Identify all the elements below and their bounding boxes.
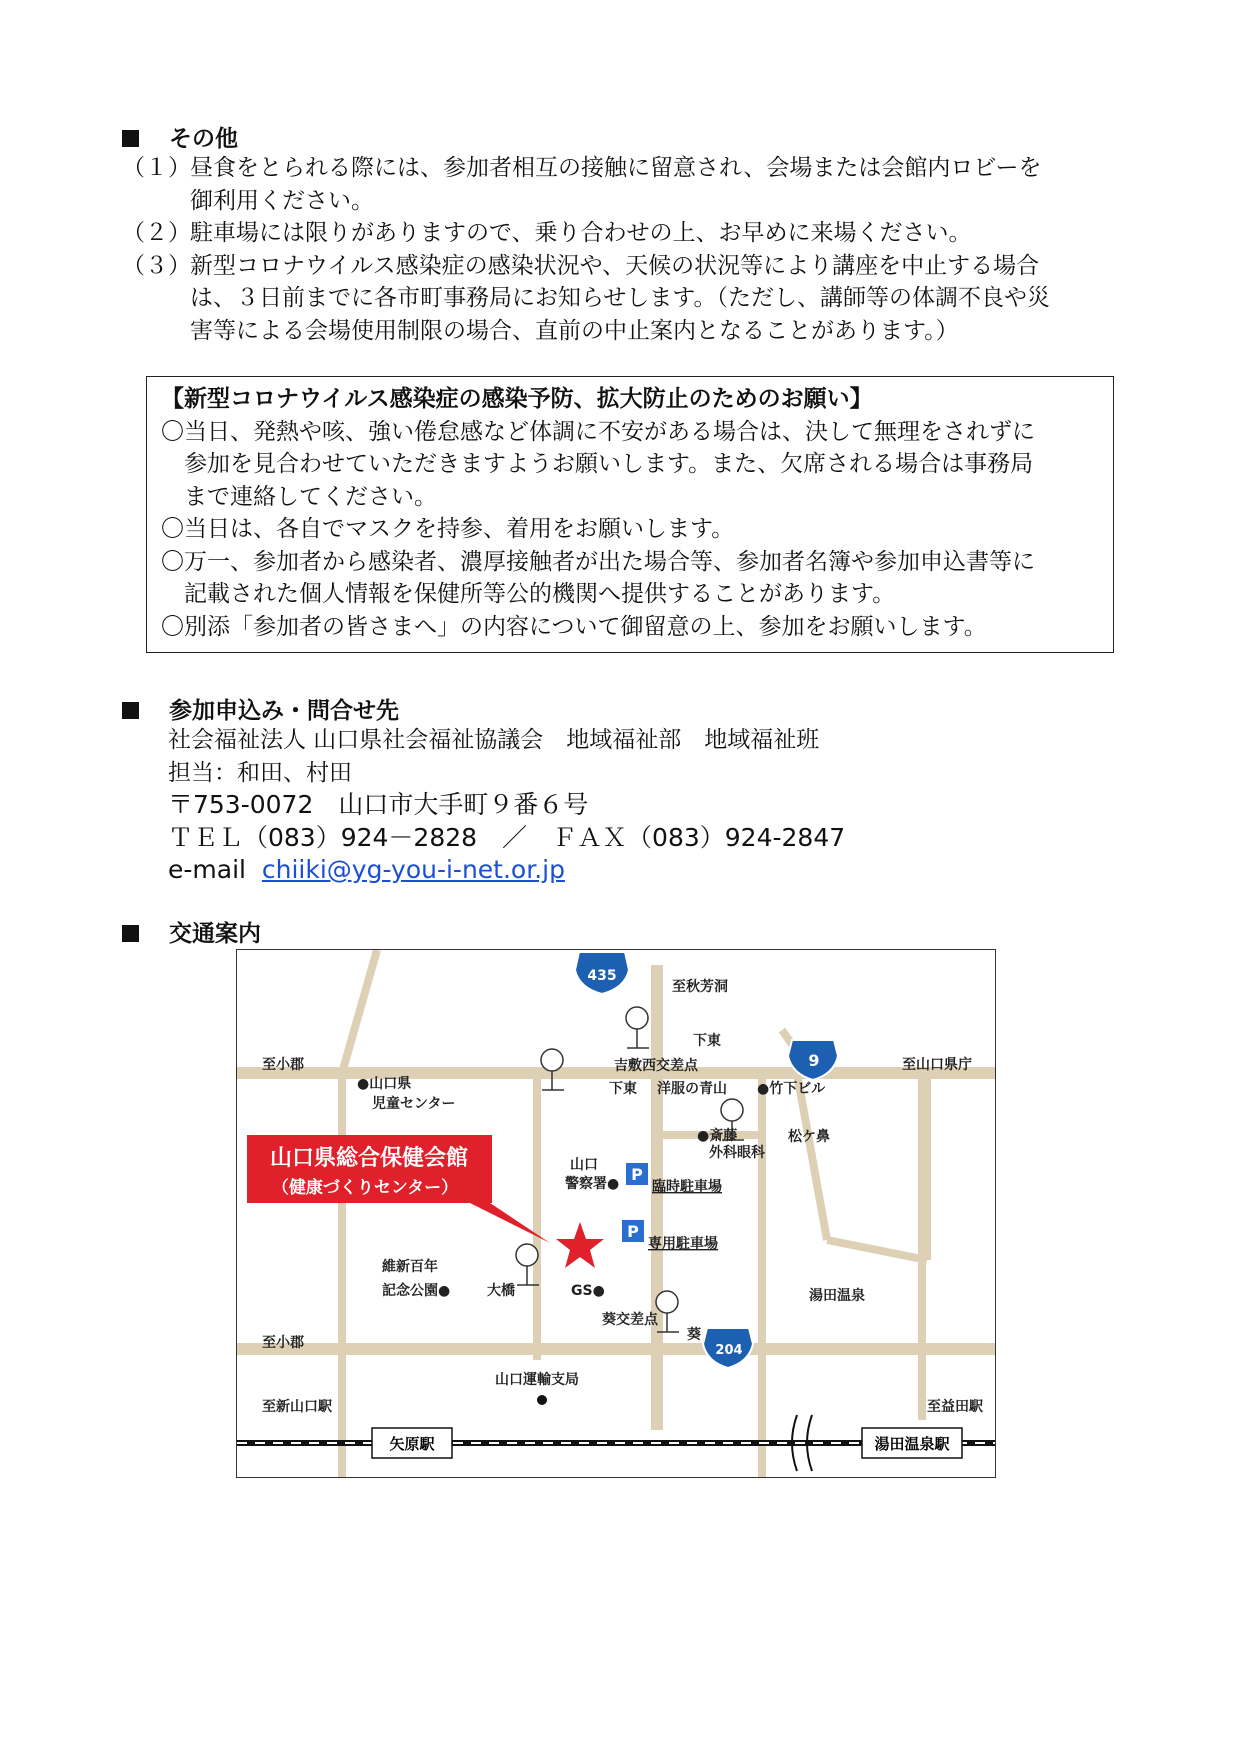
road-right	[797, 1073, 827, 1240]
label-shinyamaguchi: 至新山口駅	[262, 1399, 332, 1415]
notice-line: 〇当日、発熱や咳、強い倦怠感など体調に不安がある場合は、決して無理をされずに	[161, 418, 1035, 445]
route-435-number: 435	[587, 968, 617, 984]
route-204-shield	[703, 1328, 753, 1368]
access-map	[236, 949, 996, 1478]
venue-subtitle: （健康づくりセンター）	[271, 1178, 459, 1198]
notice-line: 〇別添「参加者の皆さまへ」の内容について御留意の上、参加をお願いします。	[161, 613, 987, 640]
venue-callout	[247, 1135, 550, 1243]
road-right-branch	[827, 1240, 927, 1260]
list-item	[122, 152, 1050, 217]
email-link[interactable]: chiiki@yg-you-i-net.or.jp	[261, 855, 565, 884]
other-list	[122, 152, 1050, 347]
label-ogori-top: 至小郡	[262, 1057, 304, 1073]
label-ishin-1: 維新百年	[382, 1259, 438, 1275]
section-heading-other	[122, 120, 238, 153]
label-shimohigashi-1: 下東	[693, 1033, 721, 1049]
label-ohashi: 大橋	[487, 1283, 515, 1299]
label-saito-2: 外科眼科	[709, 1145, 765, 1161]
notice-line: 記載された個人情報を保健所等公的機関へ提供することがあります。	[161, 581, 896, 607]
bus-stop-icon	[516, 1244, 538, 1266]
label-matsugahana: 松ケ鼻	[788, 1129, 830, 1145]
label-akiyoshido: 至秋芳洞	[672, 979, 728, 995]
map-roads	[237, 950, 996, 1478]
item-line: は、３日前までに各市町事務局にお知らせします。（ただし、講師等の体調不良や災	[190, 285, 1050, 311]
venue-name: 山口県総合保健会館	[269, 1146, 469, 1171]
unyu-dot-icon	[537, 1395, 547, 1405]
notice-line: 〇当日は、各自でマスクを持参、着用をお願いします。	[161, 516, 735, 542]
contact-block	[168, 724, 845, 887]
label-takeshita: ●竹下ビル	[757, 1081, 826, 1097]
label-aoi: 葵	[687, 1327, 701, 1343]
label-shimohigashi-2: 下東	[609, 1081, 637, 1097]
map-svg	[237, 950, 996, 1478]
label-yamaguchi-kencho: 至山口県庁	[902, 1057, 972, 1073]
bus-stop-icon	[541, 1049, 563, 1071]
road-upper-left	[342, 950, 377, 1073]
bus-stop-icon	[656, 1291, 678, 1313]
square-bullet-icon	[122, 702, 139, 719]
item-line: 害等による会場使用制限の場合、直前の中止案内となることがあります。）	[190, 317, 959, 344]
label-unyu: 山口運輸支局	[495, 1372, 579, 1388]
notice-line: 〇万一、参加者から感染者、濃厚接触者が出た場合等、参加者名簿や参加申込書等に	[161, 548, 1035, 575]
contact-org: 社会福祉法人 山口県社会福祉協議会 地域福祉部 地域福祉班	[168, 727, 820, 753]
label-parking: 専用駐車場	[648, 1236, 718, 1252]
notice-line: まで連絡してください。	[161, 483, 437, 510]
parking-icon-letter: P	[627, 1222, 639, 1241]
station-yabara: 矢原駅	[389, 1435, 435, 1453]
notice-line: 参加を見合わせていただきますようお願いします。また、欠席される場合は事務局	[161, 451, 1034, 477]
label-saito-1: ●斎藤	[697, 1128, 738, 1144]
covid-notice-box	[146, 376, 1114, 653]
bus-stop-icon	[721, 1099, 743, 1121]
label-kishiki: 吉敷西交差点	[614, 1058, 698, 1074]
contact-person: 担当：和田、村田	[168, 759, 352, 786]
item-line: 新型コロナウイルス感染症の感染状況や、天候の状況等により講座を中止する場合	[190, 252, 1040, 279]
list-item	[122, 217, 1050, 250]
contact-tel-fax: ＴＥＬ（083）924－2828 ／ ＦＡＸ（083）924-2847	[168, 822, 846, 852]
item-number: （２）	[122, 220, 191, 246]
item-number: （１）	[122, 155, 191, 181]
label-yofuku: 洋服の青山	[657, 1081, 727, 1097]
route-435-shield	[575, 952, 629, 994]
list-item	[122, 250, 1050, 348]
label-jido-1: ●山口県	[357, 1076, 412, 1092]
section-heading-access	[122, 915, 261, 948]
contact-address: 〒753-0072 山口市大手町９番６号	[168, 790, 589, 819]
bus-stop-icon	[626, 1007, 648, 1029]
label-jido-2: 児童センター	[372, 1096, 456, 1112]
venue-star-icon	[556, 1222, 604, 1268]
email-label: e-mail	[168, 855, 246, 884]
item-line: 昼食をとられる際には、参加者相互の接触に留意され、会場または会館内ロビーを	[190, 155, 1042, 181]
access-heading-text: 交通案内	[169, 921, 261, 947]
other-heading-text: その他	[169, 126, 238, 152]
label-aoi-cross: 葵交差点	[602, 1312, 658, 1328]
label-police-2: 警察署●	[565, 1176, 620, 1192]
square-bullet-icon	[122, 130, 139, 147]
notice-title: 【新型コロナウイルス感染症の感染予防、拡大防止のためのお願い】	[161, 386, 873, 412]
item-number: （３）	[122, 252, 191, 279]
label-ishin-2: 記念公園●	[382, 1283, 451, 1299]
label-police-1: 山口	[570, 1157, 598, 1173]
route-9-number: 9	[808, 1051, 820, 1070]
contact-heading-text: 参加申込み・問合せ先	[169, 698, 399, 724]
label-yuda-onsen: 湯田温泉	[809, 1288, 865, 1304]
square-bullet-icon	[122, 925, 139, 942]
section-heading-contact	[122, 692, 399, 725]
label-temp-parking: 臨時駐車場	[652, 1179, 722, 1195]
item-line: 駐車場には限りがありますので、乗り合わせの上、お早めに来場ください。	[190, 220, 972, 246]
label-masuda: 至益田駅	[927, 1399, 983, 1415]
route-204-number: 204	[715, 1343, 743, 1358]
label-gs: GS●	[571, 1283, 605, 1299]
parking-icon-letter: P	[631, 1165, 643, 1184]
item-line: 御利用ください。	[190, 187, 374, 214]
station-yuda-onsen: 湯田温泉駅	[874, 1435, 950, 1453]
label-ogori-bottom: 至小郡	[262, 1335, 304, 1351]
